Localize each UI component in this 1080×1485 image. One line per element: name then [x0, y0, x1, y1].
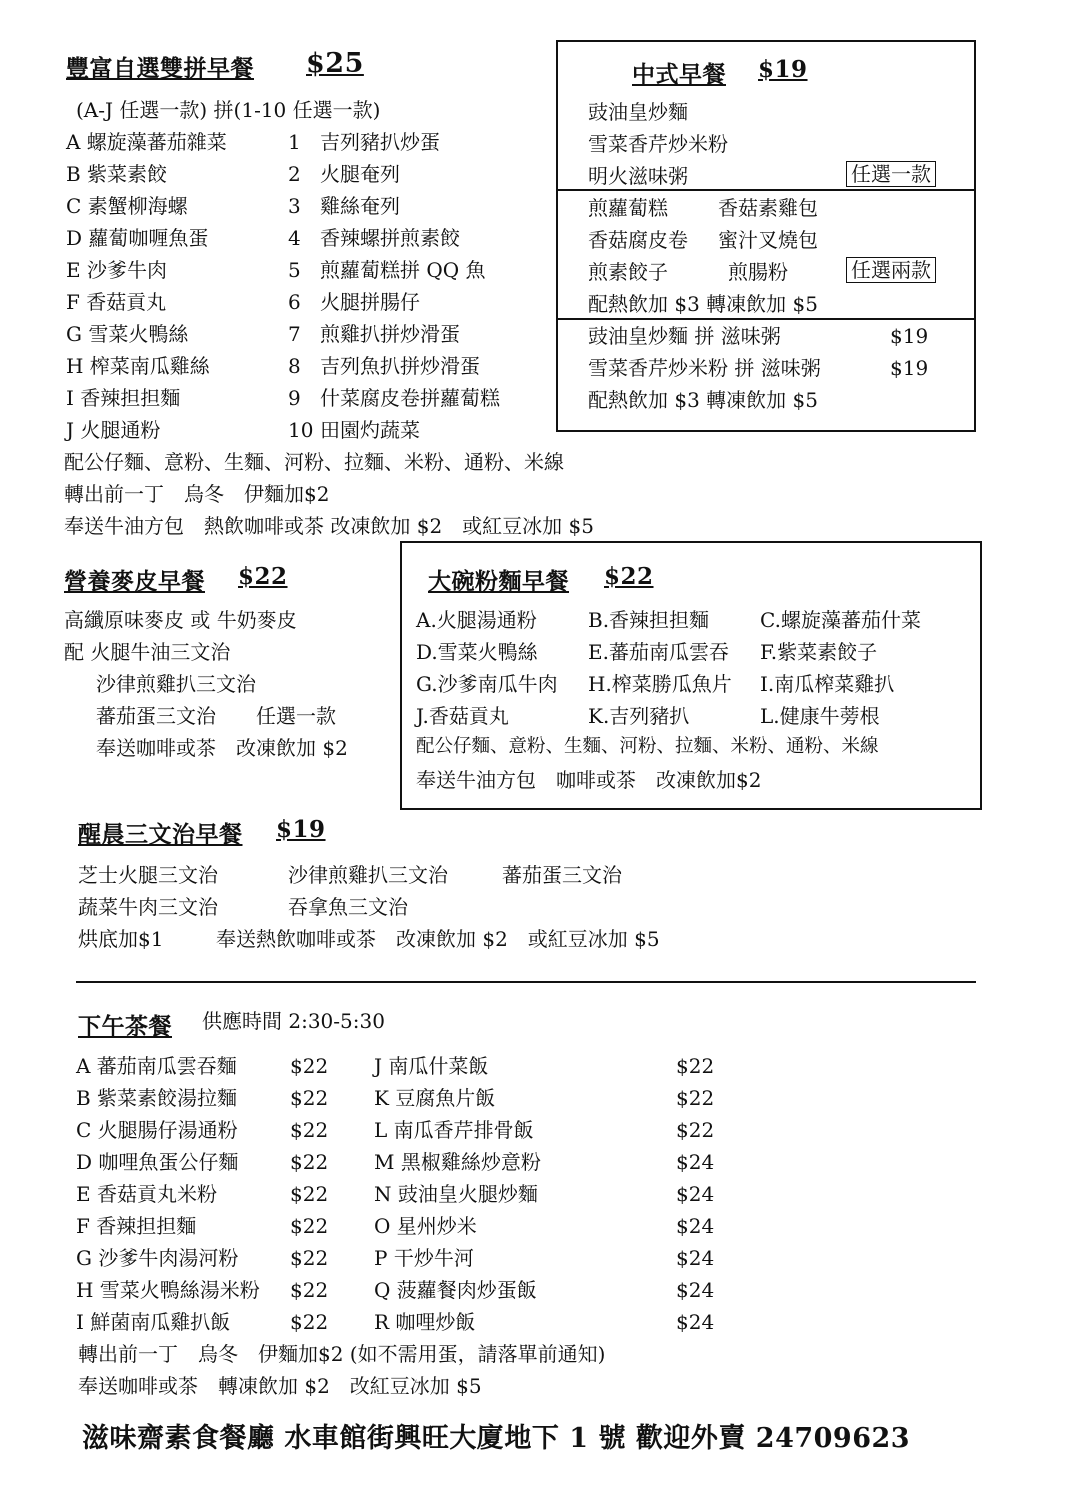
tea-item: C 火腿腸仔湯通粉: [76, 1118, 238, 1142]
combo-price: $19: [890, 324, 929, 348]
tea-title: 下午茶餐: [78, 1013, 172, 1040]
item-number: 1: [288, 130, 301, 154]
sandwich-item: 芝士火腿三文治: [78, 863, 218, 887]
item-number: 4: [288, 226, 301, 250]
list-item: I 香辣担担麵: [66, 386, 181, 410]
list-item: 火腿拼腸仔: [320, 290, 420, 314]
tea-hours: 供應時間 2:30-5:30: [202, 1009, 385, 1033]
sandwich-title: 醒晨三文治早餐: [78, 821, 243, 848]
list-item: 煎雞扒拼炒滑蛋: [320, 322, 460, 346]
item-number: 7: [288, 322, 301, 346]
oat-choose-label: 任選一款: [256, 704, 336, 728]
tea-price: $24: [676, 1278, 715, 1302]
tea-price: $24: [676, 1310, 715, 1334]
tea-price: $24: [676, 1182, 715, 1206]
list-item: 雞絲奄列: [320, 194, 400, 218]
sandwich-extra: 烘底加$1: [78, 927, 164, 951]
tea-price: $22: [290, 1214, 329, 1238]
tea-switch-line: 轉出前一丁 烏冬 伊麵加$2 (如不需用蛋，請落單前通知): [78, 1342, 606, 1366]
combo-item: 雪菜香芹炒米粉 拼 滋味粥: [588, 356, 821, 380]
tea-price: $22: [676, 1054, 715, 1078]
tea-item: B 紫菜素餃湯拉麵: [76, 1086, 238, 1110]
item-number: 3: [288, 194, 301, 218]
sandwich-drink: 奉送熱飲咖啡或茶 改凍飲加 $2 或紅豆冰加 $5: [216, 927, 660, 951]
dim-sum-item: 蜜汁叉燒包: [718, 228, 818, 252]
tea-item: G 沙爹牛肉湯河粉: [76, 1246, 239, 1270]
sandwich-item: 沙律煎雞扒三文治: [288, 863, 448, 887]
list-item: 吉列豬扒炒蛋: [320, 130, 440, 154]
list-item: A 螺旋藻蕃茄雜菜: [66, 130, 227, 154]
tea-item: H 雪菜火鴨絲湯米粉: [76, 1278, 260, 1302]
tea-price: $22: [676, 1086, 715, 1110]
list-item: 什菜腐皮卷拼蘿蔔糕: [320, 386, 500, 410]
list-item: F 香菇貢丸: [66, 290, 167, 314]
bowl-drink-line: 奉送牛油方包 咖啡或茶 改凍飲加$2: [416, 768, 762, 792]
list-item: 煎蘿蔔糕拼 QQ 魚: [320, 258, 486, 282]
tea-price: $22: [290, 1150, 329, 1174]
tea-price: $22: [290, 1182, 329, 1206]
list-item: 吉列魚扒拼炒滑蛋: [320, 354, 480, 378]
bowl-item: A.火腿湯通粉: [416, 608, 537, 632]
section1-drink-line: 奉送牛油方包 熱飲咖啡或茶 改凍飲加 $2 或紅豆冰加 $5: [64, 514, 594, 538]
tea-item: L 南瓜香芹排骨飯: [374, 1118, 534, 1142]
combo-price: $19: [890, 356, 929, 380]
tea-drink-line: 奉送咖啡或茶 轉凍飲加 $2 改紅豆冰加 $5: [78, 1374, 482, 1398]
section1-noodle-line: 配公仔麵、意粉、生麵、河粉、拉麵、米粉、通粉、米線: [64, 450, 564, 474]
list-item: E 沙爹牛肉: [66, 258, 167, 282]
tea-price: $22: [290, 1086, 329, 1110]
choose-one-tag: 任選一款: [846, 161, 936, 187]
tea-price: $22: [290, 1246, 329, 1270]
oat-title: 營養麥皮早餐: [64, 568, 205, 595]
tea-item: Q 菠蘿餐肉炒蛋飯: [374, 1278, 537, 1302]
tea-item: D 咖哩魚蛋公仔麵: [76, 1150, 239, 1174]
item-number: 9: [288, 386, 301, 410]
bowl-noodle-line: 配公仔麵、意粉、生麵、河粉、拉麵、米粉、通粉、米線: [416, 736, 879, 757]
combo-item: 豉油皇炒麵 拼 滋味粥: [588, 324, 781, 348]
bowl-item: E.蕃茄南瓜雲吞: [588, 640, 729, 664]
tea-item: A 蕃茄南瓜雲吞麵: [76, 1054, 237, 1078]
bowl-item: D.雪菜火鴨絲: [416, 640, 538, 664]
sandwich-item: 蕃茄蛋三文治: [502, 863, 622, 887]
restaurant-footer: 滋味齋素食餐廳 水車館街興旺大廈地下 1 號 歡迎外賣 24709623: [82, 1423, 911, 1454]
chinese-item: 雪菜香芹炒米粉: [588, 132, 728, 156]
tea-price: $24: [676, 1214, 715, 1238]
tea-item: M 黑椒雞絲炒意粉: [374, 1150, 541, 1174]
bowl-item: B.香辣担担麵: [588, 608, 710, 632]
bowl-item: C.螺旋藻蕃茄什菜: [760, 608, 921, 632]
list-item: B 紫菜素餃: [66, 162, 168, 186]
list-item: 火腿奄列: [320, 162, 400, 186]
section1-instruction: (A-J 任選一款) 拼(1-10 任選一款): [76, 98, 381, 122]
tea-item: P 干炒牛河: [374, 1246, 474, 1270]
list-item: G 雪菜火鴨絲: [66, 322, 189, 346]
item-number: 6: [288, 290, 301, 314]
chinese-divider-2: [556, 318, 976, 320]
bowl-price: $22: [604, 563, 654, 590]
sandwich-price: $19: [276, 816, 326, 843]
tea-price: $22: [290, 1118, 329, 1142]
oat-price: $22: [238, 563, 288, 590]
tea-item: O 星州炒米: [374, 1214, 477, 1238]
bowl-item: H.榨菜勝瓜魚片: [588, 672, 732, 696]
oat-line: 高纖原味麥皮 或 牛奶麥皮: [64, 608, 297, 632]
bowl-item: I.南瓜榨菜雞扒: [760, 672, 895, 696]
dim-sum-item: 煎蘿蔔糕: [588, 196, 668, 220]
list-item: J 火腿通粉: [66, 418, 161, 442]
tea-price: $22: [290, 1054, 329, 1078]
chinese-item: 豉油皇炒麵: [588, 100, 688, 124]
section1-switch-line: 轉出前一丁 烏冬 伊麵加$2: [64, 482, 330, 506]
item-number: 2: [288, 162, 301, 186]
section1-title: 豐富自選雙拼早餐: [66, 55, 254, 82]
tea-item: F 香辣担担麵: [76, 1214, 197, 1238]
bowl-title: 大碗粉麵早餐: [428, 568, 569, 595]
list-item: H 榨菜南瓜雞絲: [66, 354, 210, 378]
sandwich-item: 蔬菜牛肉三文治: [78, 895, 218, 919]
item-number: 5: [288, 258, 301, 282]
chinese-price: $19: [758, 56, 808, 83]
bowl-item: K.吉列豬扒: [588, 704, 690, 728]
oat-line: 配 火腿牛油三文治: [64, 640, 231, 664]
tea-item: I 鮮菌南瓜雞扒飯: [76, 1310, 231, 1334]
sandwich-item: 吞拿魚三文治: [288, 895, 408, 919]
list-item: 香辣螺拼煎素餃: [320, 226, 460, 250]
list-item: C 素蟹柳海螺: [66, 194, 188, 218]
chinese-drink-line-1: 配熱飲加 $3 轉凍飲加 $5: [588, 292, 818, 316]
chinese-title: 中式早餐: [632, 61, 726, 88]
choose-two-tag: 任選兩款: [846, 257, 936, 283]
chinese-drink-line-2: 配熱飲加 $3 轉凍飲加 $5: [588, 388, 818, 412]
oat-line: 蕃茄蛋三文治: [96, 704, 216, 728]
item-number: 8: [288, 354, 301, 378]
dim-sum-item: 香菇素雞包: [718, 196, 818, 220]
oat-line: 奉送咖啡或茶 改凍飲加 $2: [96, 736, 348, 760]
chinese-item: 明火滋味粥: [588, 164, 688, 188]
tea-item: K 豆腐魚片飯: [374, 1086, 496, 1110]
dim-sum-item: 煎素餃子: [588, 260, 668, 284]
tea-price: $24: [676, 1150, 715, 1174]
tea-price: $24: [676, 1246, 715, 1270]
tea-price: $22: [290, 1310, 329, 1334]
tea-price: $22: [290, 1278, 329, 1302]
dim-sum-item: 香菇腐皮卷: [588, 228, 688, 252]
oat-line: 沙律煎雞扒三文治: [96, 672, 256, 696]
chinese-divider-1: [556, 189, 976, 191]
tea-item: N 豉油皇火腿炒麵: [374, 1182, 538, 1206]
tea-price: $22: [676, 1118, 715, 1142]
dim-sum-item: 煎腸粉: [728, 260, 788, 284]
bowl-item: L.健康牛蒡根: [760, 704, 880, 728]
tea-item: J 南瓜什菜飯: [374, 1054, 489, 1078]
section1-price: $25: [306, 48, 364, 79]
section-divider: [76, 981, 976, 983]
tea-item: R 咖哩炒飯: [374, 1310, 476, 1334]
bowl-item: F.紫菜素餃子: [760, 640, 878, 664]
list-item: 田園灼蔬菜: [320, 418, 420, 442]
tea-item: E 香菇貢丸米粉: [76, 1182, 217, 1206]
list-item: D 蘿蔔咖喱魚蛋: [66, 226, 209, 250]
bowl-item: J.香菇貢丸: [416, 704, 509, 728]
item-number: 10: [288, 418, 314, 442]
bowl-item: G.沙爹南瓜牛肉: [416, 672, 558, 696]
